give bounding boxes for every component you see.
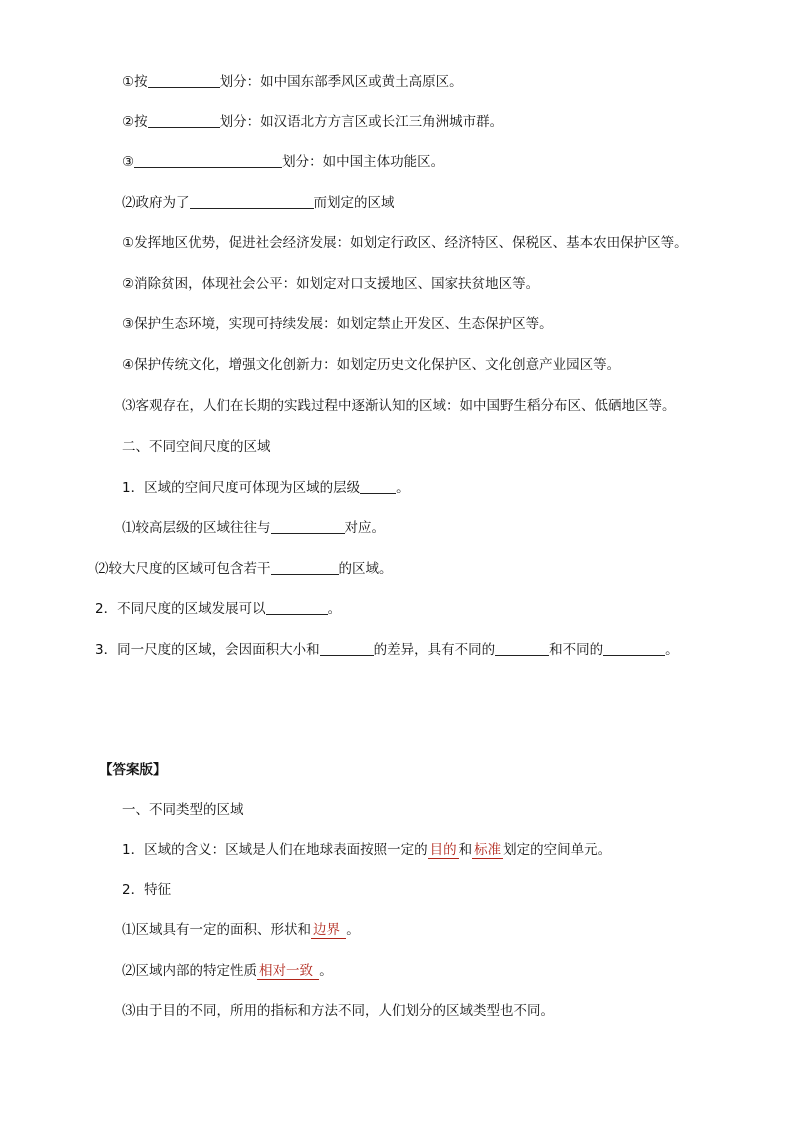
line-same-scale: 3．同一尺度的区域，会因面积大小和 的差异，具有不同的 和不同的 。 — [95, 642, 679, 658]
answer-feature-types: ⑶由于目的不同，所用的指标和方法不同，人们划分的区域类型也不同。 — [122, 1003, 554, 1019]
blank-field[interactable] — [271, 560, 339, 575]
blank-field[interactable] — [360, 479, 396, 494]
section-heading-scale: 二、不同空间尺度的区域 — [122, 439, 271, 455]
line-item-2: ②消除贫困，体现社会公平：如划定对口支援地区、国家扶贫地区等。 — [122, 276, 540, 292]
answer-boundary: 边界 — [311, 922, 346, 939]
answer-definition: 1．区域的含义：区域是人们在地球表面按照一定的 目的 和 标准 划定的空间单元。 — [122, 842, 612, 858]
line-larger-scale: ⑵较大尺度的区域可包含若干 的区域。 — [95, 561, 393, 577]
line-scale-level: 1．区域的空间尺度可体现为区域的层级 。 — [122, 480, 410, 496]
blank-field[interactable] — [603, 641, 665, 656]
line-different-scale: 2．不同尺度的区域发展可以 。 — [95, 601, 342, 617]
line-divide-comprehensive: ③ 划分：如中国主体功能区。 — [122, 154, 445, 170]
line-item-4: ④保护传统文化，增强文化创新力：如划定历史文化保护区、文化创意产业园区等。 — [122, 357, 621, 373]
blank-field[interactable] — [148, 73, 220, 88]
line-government-purpose: ⑵政府为了 而划定的区域 — [122, 195, 395, 211]
blank-field[interactable] — [271, 519, 345, 534]
line-divide-natural: ①按 划分：如中国东部季风区或黄土高原区。 — [122, 74, 463, 90]
answer-consistent: 相对一致 — [257, 963, 319, 980]
answer-feature-boundary: ⑴区域具有一定的面积、形状和 边界 。 — [122, 922, 360, 938]
answer-header: 【答案版】 — [99, 762, 167, 778]
blank-field[interactable] — [266, 600, 328, 615]
blank-field[interactable] — [495, 641, 549, 656]
line-item-3: ③保护生态环境，实现可持续发展：如划定禁止开发区、生态保护区等。 — [122, 316, 553, 332]
line-higher-level: ⑴较高层级的区域往往与 对应。 — [122, 520, 385, 536]
blank-field[interactable] — [148, 113, 220, 128]
blank-field[interactable] — [190, 194, 314, 209]
answer-standard: 标准 — [474, 842, 502, 858]
answer-purpose: 目的 — [429, 842, 457, 858]
answer-features-heading: 2．特征 — [122, 882, 172, 898]
answer-section-heading: 一、不同类型的区域 — [122, 802, 244, 818]
line-divide-human: ②按 划分：如汉语北方方言区或长江三角洲城市群。 — [122, 114, 504, 130]
blank-field[interactable] — [320, 641, 374, 656]
answer-feature-consistency: ⑵区域内部的特定性质 相对一致 。 — [122, 963, 333, 979]
line-item-1: ①发挥地区优势，促进社会经济发展：如划定行政区、经济特区、保税区、基本农田保护区等。 — [122, 235, 688, 251]
line-objective: ⑶客观存在，人们在长期的实践过程中逐渐认知的区域：如中国野生稻分布区、低硒地区等。 — [122, 398, 676, 414]
blank-field[interactable] — [134, 153, 282, 168]
